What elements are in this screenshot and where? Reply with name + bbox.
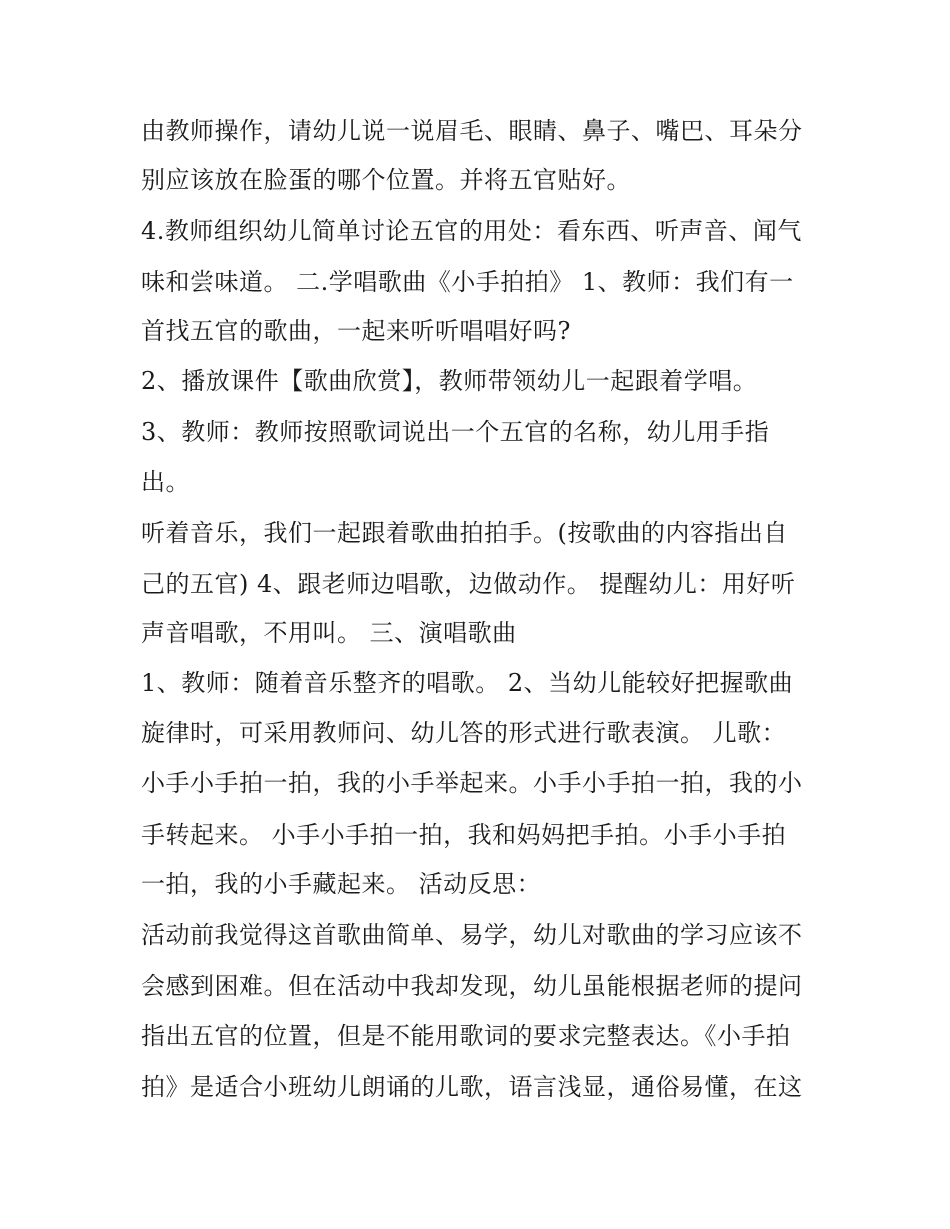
text-line: 出。: [141, 468, 190, 496]
text-line: 由教师操作，请幼儿说一说眉毛、眼睛、鼻子、嘴巴、耳朵分: [141, 117, 803, 145]
text-line: 会感到困难。但在活动中我却发现，幼儿虽能根据老师的提问: [141, 972, 803, 1000]
text-line: 声音唱歌，不用叫。 三、演唱歌曲: [141, 619, 517, 647]
text-line: 己的五官) 4、跟老师边唱歌，边做动作。 提醒幼儿：用好听: [141, 570, 796, 598]
text-line: 一拍，我的小手藏起来。 活动反思：: [141, 870, 542, 898]
text-line: 听着音乐，我们一起跟着歌曲拍拍手。(按歌曲的内容指出自: [141, 519, 788, 547]
text-line: 2、播放课件【歌曲欣赏】，教师带领幼儿一起跟着学唱。: [141, 367, 758, 395]
text-line: 旋律时，可采用教师问、幼儿答的形式进行歌表演。 儿歌：: [141, 719, 787, 747]
text-line: 4.教师组织幼儿简单讨论五官的用处：看东西、听声音、闻气: [141, 217, 802, 245]
text-line: 手转起来。 小手小手拍一拍，我和妈妈把手拍。小手小手拍: [141, 821, 787, 849]
text-line: 小手小手拍一拍，我的小手举起来。小手小手拍一拍，我的小: [141, 769, 803, 797]
text-line: 1、教师：随着音乐整齐的唱歌。 2、当幼儿能较好把握歌曲: [141, 669, 794, 697]
text-line: 别应该放在脸蛋的哪个位置。并将五官贴好。: [141, 166, 631, 194]
text-line: 指出五官的位置，但是不能用歌词的要求完整表达。《小手拍: [141, 1022, 791, 1050]
text-line: 首找五官的歌曲，一起来听听唱唱好吗?: [141, 317, 571, 345]
text-line: 味和尝味道。 二.学唱歌曲《小手拍拍》 1、教师：我们有一: [141, 268, 794, 296]
text-line: 拍》是适合小班幼儿朗诵的儿歌，语言浅显，通俗易懂，在这: [141, 1073, 803, 1101]
text-line: 活动前我觉得这首歌曲简单、易学，幼儿对歌曲的学习应该不: [141, 921, 803, 949]
text-line: 3、教师：教师按照歌词说出一个五官的名称，幼儿用手指: [141, 418, 770, 446]
